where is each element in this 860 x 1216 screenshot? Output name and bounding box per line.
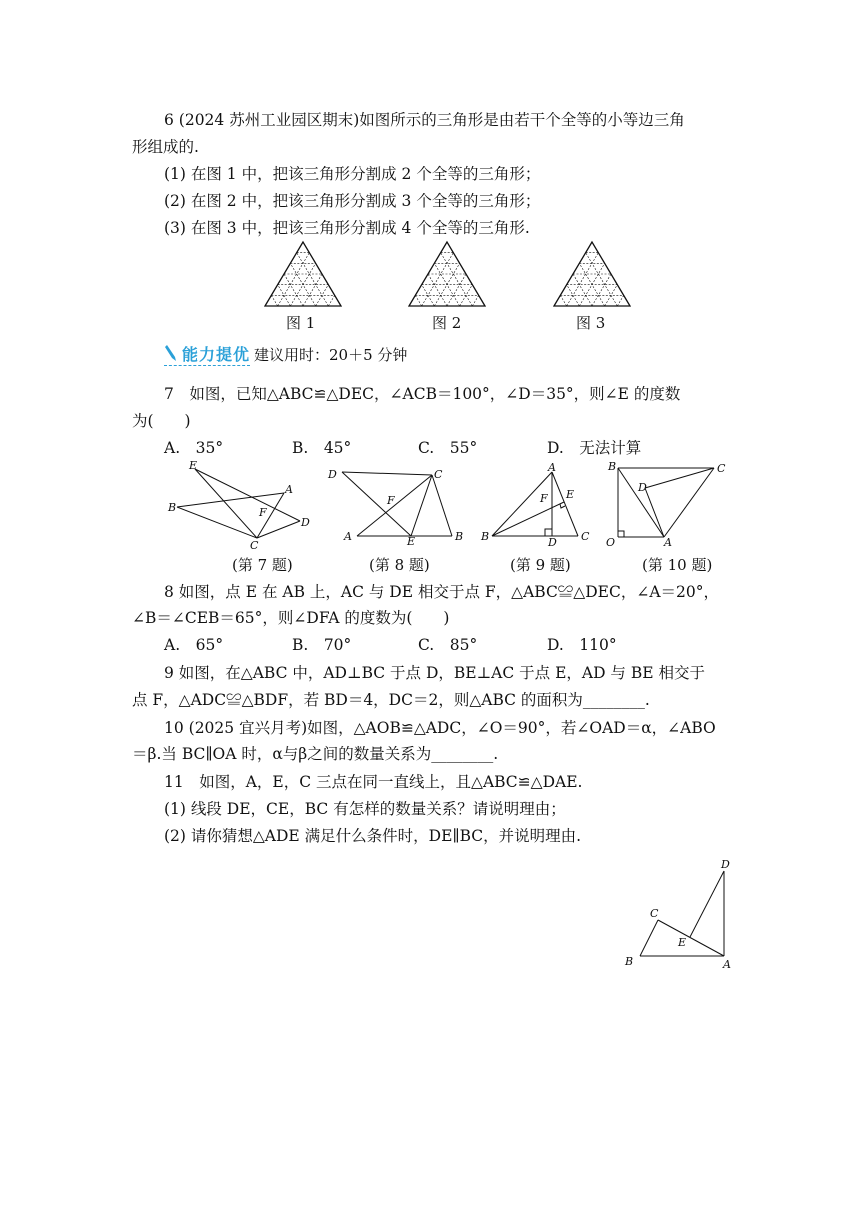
fig10-label-b: B: [608, 460, 617, 473]
fig10-label-a: A: [664, 536, 672, 549]
figure-q10: [600, 458, 736, 550]
fig7-label-d: D: [301, 516, 310, 529]
q9-line1: 9 如图，在△ABC 中，AD⊥BC 于点 D，BE⊥AC 于点 E，AD 与 BE 相交于: [164, 664, 705, 682]
caption-q10: (第 10 题): [642, 556, 713, 574]
fig9-label-b: B: [481, 530, 490, 543]
caption-q7: (第 7 题): [232, 556, 293, 574]
fig9-label-f: F: [540, 492, 548, 505]
q11-sub1: (1) 线段 DE，CE，BC 有怎样的数量关系？请说明理由；: [164, 800, 566, 818]
figure-q9: [478, 460, 598, 546]
figure-q7: [162, 458, 316, 554]
figure-q11: [618, 852, 742, 976]
suggested-time: 建议用时：20＋5 分钟: [254, 345, 408, 364]
q9-line2: 点 F，△ADC≌△BDF，若 BD＝4，DC＝2，则△ABC 的面积为________.: [132, 691, 650, 709]
figure-caption-1: 图 1: [286, 314, 316, 332]
fig10-label-c: C: [717, 462, 726, 475]
q8-option-a: A. 65°: [164, 636, 224, 654]
q6-sub3: (3) 在图 3 中，把该三角形分割成 4 个全等的三角形.: [164, 219, 530, 237]
q8-option-b: B. 70°: [292, 636, 352, 654]
fig11-label-d: D: [721, 858, 730, 871]
fig11-label-b: B: [625, 955, 634, 968]
fig8-label-f: F: [387, 494, 395, 507]
q8-line1: 8 如图，点 E 在 AB 上，AC 与 DE 相交于点 F，△ABC≌△DEC，∠A＝20°，: [164, 583, 719, 601]
figure-caption-2: 图 2: [432, 314, 462, 332]
q11-sub2: (2) 请你猜想△ADE 满足什么条件时，DE∥BC，并说明理由.: [164, 827, 582, 845]
caption-q9: (第 9 题): [510, 556, 571, 574]
fig8-label-a: A: [344, 530, 352, 543]
fig10-label-o: O: [606, 536, 616, 549]
q6-sub2: (2) 在图 2 中，把该三角形分割成 3 个全等的三角形；: [164, 192, 541, 210]
q7-line2: 为( ): [132, 412, 191, 430]
q7-option-a: A. 35°: [164, 439, 224, 457]
section-badge: 能力提优: [164, 342, 250, 366]
fig9-label-d: D: [548, 536, 557, 546]
q11-line1: 11 如图，A，E，C 三点在同一直线上，且△ABC≌△DAE.: [164, 773, 583, 791]
fig11-label-c: C: [650, 907, 659, 920]
q8-line2: ∠B＝∠CEB＝65°，则∠DFA 的度数为( ): [132, 609, 450, 627]
fig11-label-e: E: [678, 936, 687, 949]
fig7-label-c: C: [250, 539, 259, 552]
q10-line1: 10 (2025 宜兴月考)如图，△AOB≌△ADC，∠O＝90°，若∠OAD＝α，∠ABO: [164, 719, 716, 737]
figure-q8: [322, 462, 468, 546]
fig7-label-f: F: [259, 506, 267, 519]
fig10-label-d: D: [638, 481, 647, 494]
triangle-figure-3: [553, 240, 631, 308]
q7-option-d: D. 无法计算: [547, 439, 642, 457]
q7-line1: 7 如图，已知△ABC≌△DEC，∠ACB＝100°，∠D＝35°，则∠E 的度数: [164, 385, 681, 403]
fig9-label-c: C: [581, 530, 590, 543]
fig11-label-a: A: [723, 958, 731, 971]
q8-option-c: C. 85°: [418, 636, 478, 654]
figure-caption-3: 图 3: [576, 314, 606, 332]
fig7-label-a: A: [285, 483, 293, 496]
q7-option-b: B. 45°: [292, 439, 352, 457]
q7-option-c: C. 55°: [418, 439, 478, 457]
fig8-label-b: B: [455, 530, 464, 543]
section-header: [164, 342, 407, 366]
fig9-label-a: A: [548, 461, 556, 474]
triangle-figure-1: [264, 240, 342, 308]
fig9-label-e: E: [566, 488, 575, 501]
q10-line2: ＝β.当 BC∥OA 时，α与β之间的数量关系为________.: [132, 745, 499, 763]
pen-icon: [164, 344, 180, 362]
fig8-label-d: D: [328, 468, 337, 481]
q6-sub1: (1) 在图 1 中，把该三角形分割成 2 个全等的三角形；: [164, 165, 541, 183]
fig7-label-b: B: [168, 501, 177, 514]
triangle-figure-2: [408, 240, 486, 308]
q6-line1: 6 (2024 苏州工业园区期末)如图所示的三角形是由若干个全等的小等边三角: [164, 111, 685, 129]
q6-line2: 形组成的.: [132, 138, 199, 156]
q8-option-d: D. 110°: [547, 636, 617, 654]
fig8-label-c: C: [434, 468, 443, 481]
caption-q8: (第 8 题): [369, 556, 430, 574]
fig7-label-e: E: [189, 459, 198, 472]
fig8-label-e: E: [407, 535, 416, 546]
